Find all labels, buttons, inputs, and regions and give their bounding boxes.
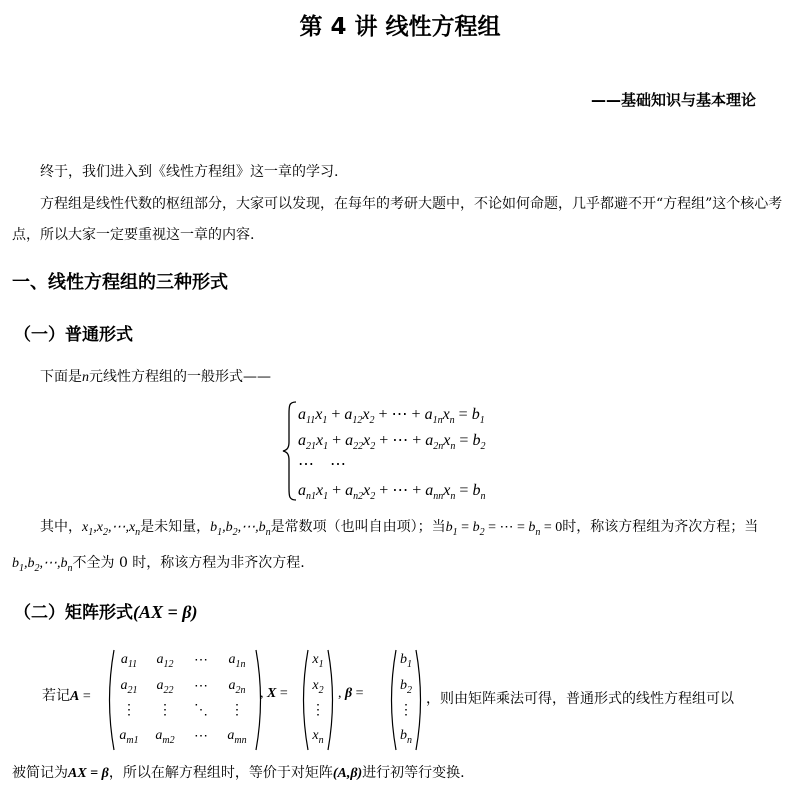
equation-row-1: $a_{11}x_1 + a_{12}x_2$ + ⋯ + $a_{1n}x_n = b_1$ bbox=[298, 406, 485, 427]
system-left-brace bbox=[280, 400, 300, 502]
x-vector-label: , X = bbox=[260, 686, 288, 701]
equation-row-n: $a_{n1}x_1 + a_{n2}x_2$ + ⋯ + $a_{nn}x_n = b_n$ bbox=[298, 482, 486, 503]
subsection-heading-1: （一）普通形式 bbox=[14, 325, 133, 345]
subsection-heading-2: （二）矩阵形式(AX = β) bbox=[14, 602, 198, 623]
section-heading-1: 一、线性方程组的三种形式 bbox=[12, 272, 228, 293]
intro-paragraph-2: 方程组是线性代数的枢纽部分，大家可以发现，在每年的考研大题中，不论如何命题，几乎都避不开“方程组”这个核心考点，所以大家一定要重视这一章的内容. bbox=[12, 196, 783, 243]
matrix-tail-text: ，则由矩阵乘法可得，普通形式的线性方程组可以 bbox=[426, 691, 734, 707]
intro-paragraph-1: 终于，我们进入到《线性方程组》这一章的学习. bbox=[40, 164, 339, 180]
lead-sentence: 下面是n元线性方程组的一般形式—— bbox=[40, 369, 271, 385]
explanation-paragraph: 其中，$x_1,x_2,\cdots,x_n$是未知量，$b_1,b_2,\cdots,b_n$是常数项（也叫自由项）；当$b_1 = b_2$ = ⋯ = $b_n = 0$时，称该方程组为齐次方程；当$b_1,b_2,\cdots,b_n$不全为 0 时，称该方程为非齐次方程. bbox=[12, 519, 759, 574]
vector-x-right-paren bbox=[326, 648, 338, 752]
matrix-a: $a_{11}$ $a_{12}$ ⋯ $a_{1n}$ $a_{21}$ $a_{22}$ ⋯ $a_{2n}$ ⋮ ⋮ ⋱ ⋮ $a_{m1}$ $a_{m2}$ ⋯ $a_{mn}$ bbox=[119, 652, 247, 746]
equation-row-dots: ⋯ ⋯ bbox=[298, 456, 346, 473]
page-title: 第 4 讲 线性方程组 bbox=[299, 14, 501, 40]
final-paragraph: 被简记为AX = β，所以在解方程组时，等价于对矩阵(A,β)进行初等行变换. bbox=[12, 765, 465, 781]
ruo-ji-label: 若记A = bbox=[42, 688, 91, 704]
page-subtitle: ——基础知识与基本理论 bbox=[590, 91, 756, 109]
vector-x: $x_1$ $x_2$ ⋮ $x_n$ bbox=[311, 652, 325, 746]
beta-vector-label: , β = bbox=[338, 686, 364, 701]
vector-b-right-paren bbox=[414, 648, 426, 752]
equation-row-2: $a_{21}x_1 + a_{22}x_2$ + ⋯ + $a_{2n}x_n = b_2$ bbox=[298, 432, 486, 453]
vector-b: $b_1$ $b_2$ ⋮ $b_n$ bbox=[399, 652, 413, 746]
